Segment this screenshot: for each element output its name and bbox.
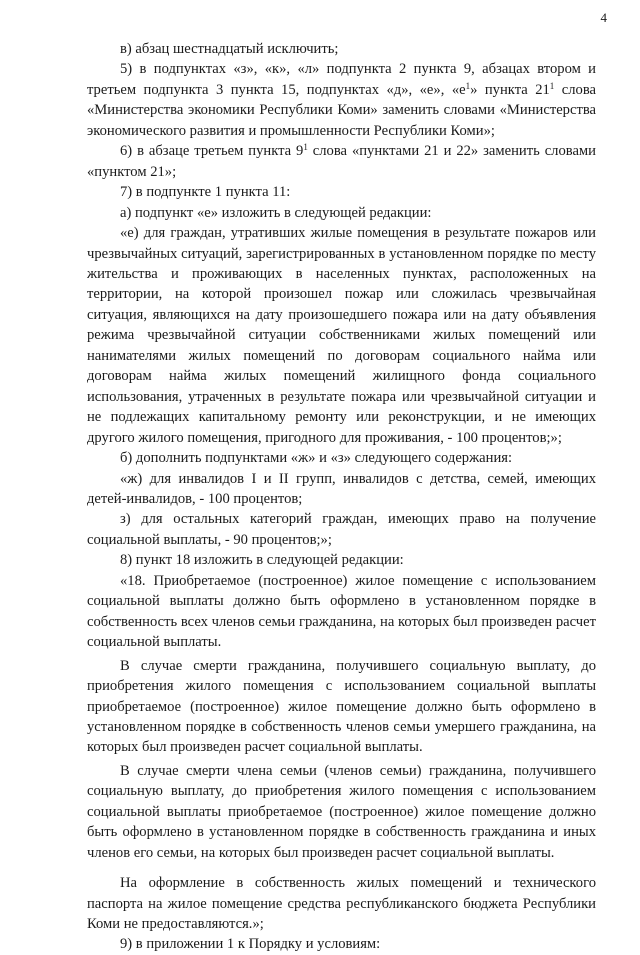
document-body xyxy=(87,39,596,955)
item-5-superscript-2: 1 xyxy=(549,80,555,91)
paragraph-subitem-z: з) для остальных категорий граждан, имеющих право на получение социальной выплаты, - 90 процентов;»; xyxy=(87,511,596,548)
paragraph-item-8: 8) пункт 18 изложить в следующей редакции: xyxy=(120,552,404,569)
item-5-text-middle: » пункта 21 xyxy=(470,81,550,98)
paragraph-death-of-citizen: В случае смерти гражданина, получившего социальную выплату, до приобретения жилого помещения с использованием социальной выплаты приобретаемое (построенное) жилое помещение должно быть оформлено в установленном порядке в собственность членов семьи умершего гражданина, на которых был произведен расчет социальной выплаты. xyxy=(87,657,596,756)
item-6-superscript: 1 xyxy=(303,142,308,153)
paragraph-registration-funding: На оформление в собственность жилых помещений и технического паспорта на жилое помещение средства республиканского бюджета Республики Коми не предоставляются.»; xyxy=(87,875,596,933)
item-5-text-end: слова «Министерства экономики Республики Коми» заменить словами «Министерства экономического развития и промышленности Республики Коми»; xyxy=(87,81,596,139)
paragraph-subitem-a: а) подпункт «е» изложить в следующей редакции: xyxy=(120,204,432,221)
paragraph-point-18: «18. Приобретаемое (построенное) жилое помещение с использованием социальной выплаты должно быть оформлено в установленном порядке в собственность всех членов семьи гражданина, на которых был произведен расчет социальной выплаты. xyxy=(87,572,596,651)
paragraph-item-5 xyxy=(87,59,596,141)
paragraph-subitem-zh: «ж) для инвалидов I и II групп, инвалидов с детства, семей, имеющих детей-инвалидов, - 100 процентов; xyxy=(87,470,596,507)
paragraph-subitem-e-text: «е) для граждан, утративших жилые помещения в результате пожаров или чрезвычайных ситуаций, зарегистрированных в установленном порядке по месту жительства и проживающих в населенных пунктах, расположенных на территории, на которой произошел пожар или сложилась чрезвычайная ситуация, являющихся на дату произошедшего пожара или на дату объявления режима чрезвычайной ситуации собственниками жилых помещений или нанимателями жилых помещений по договорам социального найма или договорам найма жилых помещений жилищного фонда социального использования, утраченных в результате пожара или чрезвычайной ситуации и не подлежащих капитальному ремонту или реконструкции, и не имеющих другого жилого помещения, пригодного для проживания, - 100 процентов;»; xyxy=(87,225,596,446)
item-6-text-start: 6) в абзаце третьем пункта 9 xyxy=(120,143,304,160)
page-number: 4 xyxy=(600,10,607,25)
paragraph-item-9: 9) в приложении 1 к Порядку и условиям: xyxy=(120,936,381,953)
item-5-text-start: 5) в подпунктах «з», «к», «л» подпункта 2 пункта 9, абзацах втором и третьем подпункта 3 пункта 15, подпунктах «д», «е», «е xyxy=(87,61,596,98)
item-5-superscript-1: 1 xyxy=(465,80,471,91)
paragraph-subitem-b: б) дополнить подпунктами «ж» и «з» следующего содержания: xyxy=(120,450,513,467)
item-6-text-end: слова «пунктами 21 и 22» заменить словами «пунктом 21»; xyxy=(87,143,596,180)
paragraph-death-of-family-member: В случае смерти члена семьи (членов семьи) гражданина, получившего социальную выплату, до приобретения жилого помещения с использованием социальной выплаты приобретаемое (построенное) жилое помещение должно быть оформлено в установленном порядке в собственность гражданина и иных членов его семьи, на которых был произведен расчет социальной выплаты. xyxy=(87,762,596,861)
paragraph-item-6 xyxy=(87,141,596,182)
paragraph-clause-v: в) абзац шестнадцатый исключить; xyxy=(120,41,339,57)
paragraph-item-7: 7) в подпункте 1 пункта 11: xyxy=(120,184,291,201)
